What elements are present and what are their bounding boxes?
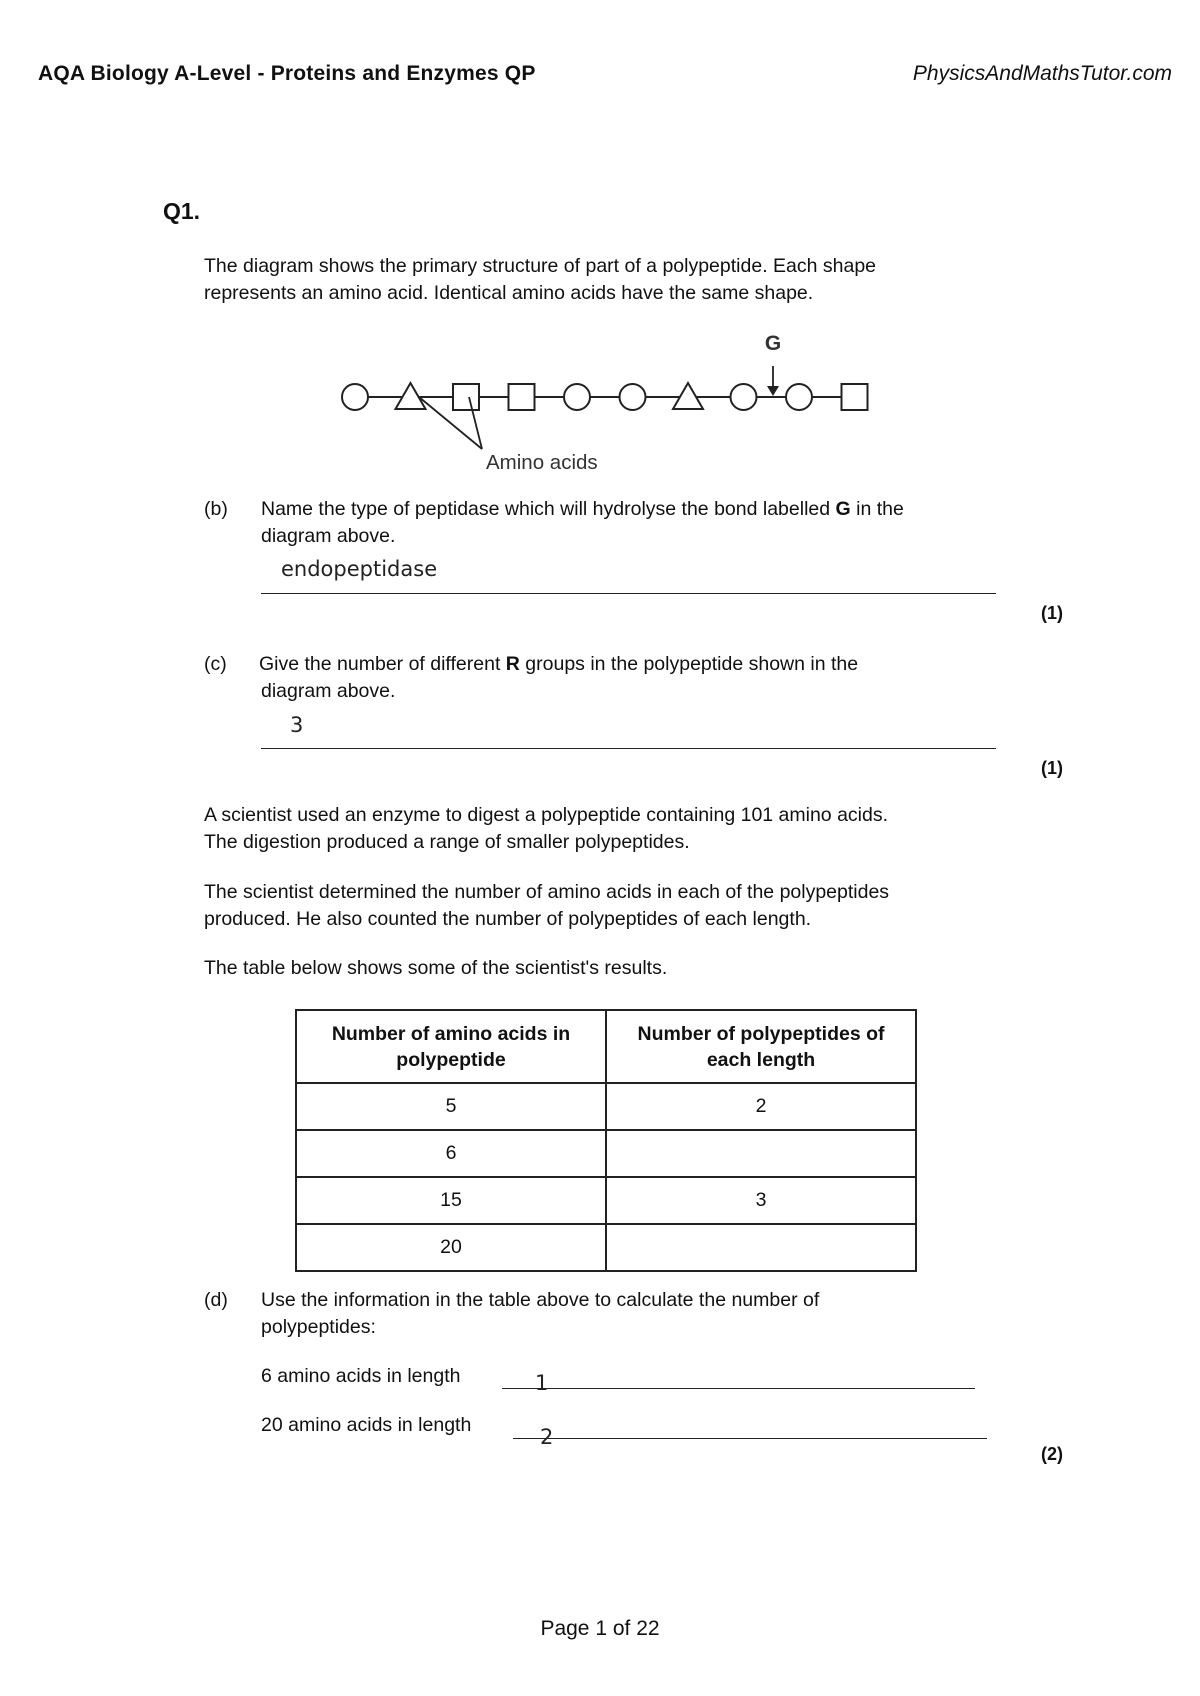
page-total: 22 (636, 1617, 660, 1640)
part-b-question: Name the type of peptidase which will hydrolyse the bond labelled G in the diagram above. (261, 498, 904, 547)
part-c-label: (c) (204, 653, 227, 675)
part-b-marks: (1) (1041, 603, 1063, 623)
amino-acid-square (453, 384, 479, 410)
table-cell-count (606, 1130, 916, 1177)
part-d-marks: (2) (1041, 1444, 1063, 1464)
question-number: Q1. (163, 198, 201, 224)
header-site: PhysicsAndMathsTutor.com (912, 62, 1172, 85)
part-b-answer-line (261, 593, 996, 594)
amino-acid-square (509, 384, 535, 410)
amino-acid-circle (564, 384, 590, 410)
table-header-row (296, 1010, 916, 1083)
header-title: AQA Biology A-Level - Proteins and Enzymes QP (38, 62, 536, 85)
amino-acid-circle (620, 384, 646, 410)
part-d-row2-line (513, 1438, 987, 1439)
table-cell-amino: 6 (296, 1130, 606, 1177)
part-d-question: Use the information in the table above to calculate the number of polypeptides: (261, 1289, 820, 1338)
table-cell-amino: 15 (296, 1177, 606, 1224)
part-d-row2-label: 20 amino acids in length (261, 1414, 472, 1436)
table-cell-count (606, 1224, 916, 1271)
part-d-row1-label: 6 amino acids in length (261, 1365, 461, 1387)
amino-acid-circle (342, 384, 368, 410)
table-row (296, 1083, 916, 1130)
part-b-answer[interactable]: endopeptidase (281, 557, 438, 581)
table-cell-count: 2 (606, 1083, 916, 1130)
amino-acid-circle (731, 384, 757, 410)
context-paragraph-1: A scientist used an enzyme to digest a polypeptide containing 101 amino acids. The digestion produced a range of smaller polypeptides. (204, 804, 889, 853)
table-header-count: Number of polypeptides of each length (606, 1010, 916, 1083)
bond-arrow-head (767, 386, 779, 396)
table-cell-count: 3 (606, 1177, 916, 1224)
bond-label-g: G (764, 332, 782, 355)
page-footer: Page 1 of 22 (540, 1617, 660, 1640)
part-d-label: (d) (204, 1289, 228, 1311)
part-d-row1-line (502, 1388, 975, 1389)
part-d-row2-answer[interactable]: 2 (540, 1425, 554, 1449)
table-row (296, 1130, 916, 1177)
polypeptide-diagram (0, 0, 1200, 480)
table-header-amino: Number of amino acids in polypeptide (296, 1010, 606, 1083)
part-b-label: (b) (204, 498, 228, 520)
table-row (296, 1224, 916, 1271)
table-row (296, 1177, 916, 1224)
part-c-question: Give the number of different R groups in the polypeptide shown in the diagram above. (259, 653, 859, 702)
part-c-marks: (1) (1041, 758, 1063, 778)
part-d-row1-answer[interactable]: 1 (535, 1371, 549, 1395)
results-table (295, 1009, 917, 1272)
amino-acid-square (842, 384, 868, 410)
part-c-answer[interactable]: 3 (290, 713, 304, 737)
part-c-answer-line (261, 748, 996, 749)
context-paragraph-3: The table below shows some of the scientist's results. (204, 957, 668, 979)
amino-acid-circle (786, 384, 812, 410)
table-cell-amino: 5 (296, 1083, 606, 1130)
question-intro: The diagram shows the primary structure of part of a polypeptide. Each shape represents an amino acid. Identical amino acids have the same shape. (204, 255, 877, 304)
table-cell-amino: 20 (296, 1224, 606, 1271)
context-paragraph-2: The scientist determined the number of amino acids in each of the polypeptides produced. He also counted the number of polypeptides of each length. (204, 881, 890, 930)
amino-acids-label: Amino acids (486, 451, 598, 474)
page-number: 1 (595, 1617, 608, 1640)
